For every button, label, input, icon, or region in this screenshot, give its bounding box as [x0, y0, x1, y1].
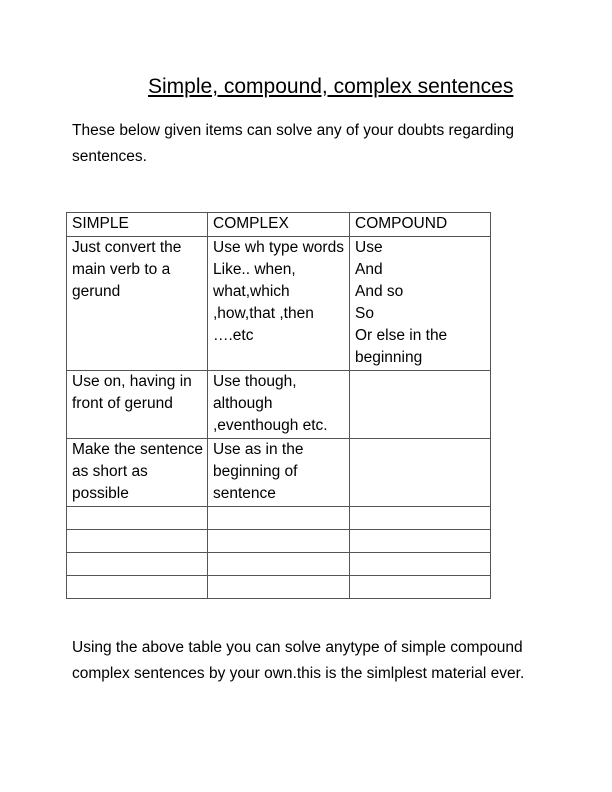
table-cell	[350, 439, 491, 507]
table-row	[67, 530, 491, 553]
sentence-types-table	[66, 212, 491, 599]
table-cell: Make the sentence as short as possible	[67, 439, 208, 507]
table-cell	[67, 553, 208, 576]
header-complex: COMPLEX	[208, 213, 350, 237]
header-simple: SIMPLE	[67, 213, 208, 237]
table-cell: Use though, although ,eventhough etc.	[208, 371, 350, 439]
table-cell: Use on, having in front of gerund	[67, 371, 208, 439]
table-header-row	[67, 213, 491, 237]
intro-paragraph: These below given items can solve any of your doubts regarding sentences.	[72, 122, 514, 165]
table-cell	[67, 507, 208, 530]
page-title: Simple, compound, complex sentences	[148, 75, 514, 98]
table-cell	[350, 371, 491, 439]
table-row	[67, 553, 491, 576]
header-compound: COMPOUND	[350, 213, 491, 237]
table-row	[67, 439, 491, 507]
table-cell: Just convert the main verb to a gerund	[67, 237, 208, 371]
table-cell	[350, 507, 491, 530]
table-cell	[208, 507, 350, 530]
table-row	[67, 507, 491, 530]
table-row	[67, 237, 491, 371]
table-cell	[350, 576, 491, 599]
closing-paragraph: Using the above table you can solve anytype of simple compound complex sentences by your own.this is the simlplest material ever.	[72, 639, 525, 682]
table-row	[67, 576, 491, 599]
table-cell	[350, 530, 491, 553]
table-cell	[208, 553, 350, 576]
table-cell	[67, 576, 208, 599]
table-cell	[208, 530, 350, 553]
table-cell	[208, 576, 350, 599]
table-cell: Use And And so So Or else in the beginning	[350, 237, 491, 371]
table-cell: Use as in the beginning of sentence	[208, 439, 350, 507]
table-cell	[350, 553, 491, 576]
table-row	[67, 371, 491, 439]
table-cell	[67, 530, 208, 553]
table-cell: Use wh type words Like.. when, what,which ,how,that ,then ….etc	[208, 237, 350, 371]
